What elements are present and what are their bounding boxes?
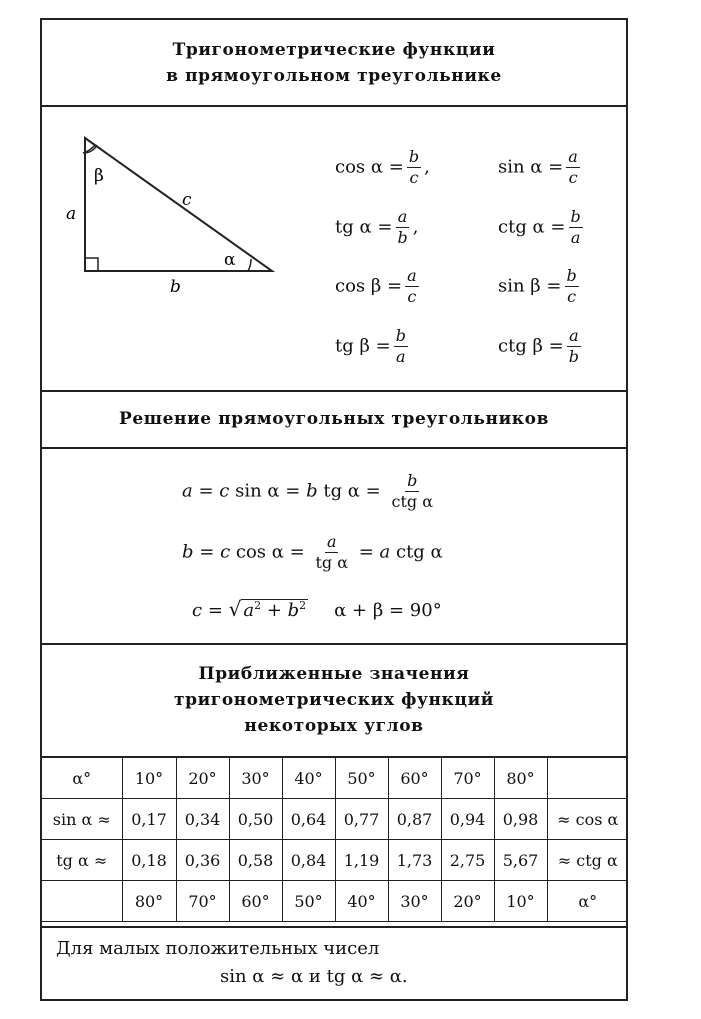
exponent: 2 (254, 599, 262, 612)
var-b: b (306, 480, 318, 502)
eq-sign: = (192, 480, 220, 502)
numerator: a (568, 147, 578, 166)
numerator: b (407, 471, 418, 490)
numerator: a (569, 326, 579, 345)
approx-heading-line-3: некоторых углов (244, 716, 424, 736)
table-cell: 80° (122, 881, 176, 922)
table-cell: 60° (388, 758, 441, 799)
table-row (42, 799, 628, 840)
plus-sign: + (261, 600, 288, 621)
var-b: b (287, 600, 300, 621)
table-cell: 70° (176, 881, 229, 922)
table-row (42, 881, 628, 922)
denominator: c (567, 287, 577, 306)
def-ctg-alpha (498, 209, 586, 246)
table-cell: 0,36 (176, 840, 229, 881)
fraction (390, 473, 436, 510)
fraction (405, 268, 419, 305)
table-cell: 0,58 (229, 840, 282, 881)
table-cell: 30° (229, 758, 282, 799)
def-lhs: sin α = (498, 156, 564, 178)
def-sin-alpha (498, 149, 583, 186)
def-lhs: ctg β = (498, 335, 564, 357)
title-line-1: Тригонометрические функции (172, 40, 496, 60)
fraction (394, 328, 408, 365)
table-cell: 0,64 (282, 799, 335, 840)
numerator: b (408, 147, 420, 166)
table-cell: 40° (282, 758, 335, 799)
cos-term: cos α = (230, 541, 311, 563)
table-cell: 70° (441, 758, 494, 799)
table-cell: 40° (335, 881, 388, 922)
tg-term: tg α = (317, 480, 387, 502)
table-cell: 0,34 (176, 799, 229, 840)
separator: , (412, 216, 419, 238)
var-b: b (182, 541, 194, 563)
fraction (313, 534, 350, 571)
fraction (567, 328, 581, 365)
numerator: a (326, 532, 337, 551)
sin-term: sin α = (229, 480, 307, 502)
table-cell: 20° (441, 881, 494, 922)
table-cell: 0,50 (229, 799, 282, 840)
approx-heading-section (42, 645, 626, 758)
table-cell: 80° (494, 758, 547, 799)
approx-heading-line-1: Приближенные значения (198, 664, 470, 684)
solving-formulas-section (42, 449, 626, 645)
table-cell: 0,77 (335, 799, 388, 840)
solving-heading: Решение прямоугольных треугольников (118, 409, 550, 429)
table-cell: 1,19 (335, 840, 388, 881)
table-cell: 10° (122, 758, 176, 799)
angle-sum: α + β = 90° (334, 600, 442, 621)
table-cell: 60° (229, 881, 282, 922)
numerator: a (407, 266, 417, 285)
denominator: c (409, 168, 419, 187)
table-cell: tg α ≈ (42, 840, 122, 881)
denominator: b (397, 228, 408, 247)
footnote-line-1: Для малых положительных чисел (56, 938, 380, 959)
eq-sign: = (193, 541, 221, 563)
values-table-section (42, 758, 626, 928)
table-cell: 2,75 (441, 840, 494, 881)
numerator: b (395, 326, 406, 345)
title-line-2: в прямоугольном треугольнике (166, 66, 502, 86)
def-lhs: ctg α = (498, 216, 566, 238)
values-table (42, 758, 628, 922)
def-sin-beta (498, 268, 582, 305)
table-cell (42, 881, 122, 922)
formula-hypotenuse (192, 597, 442, 621)
var-c: c (220, 541, 231, 563)
denominator: a (396, 347, 406, 366)
definitions-section (42, 107, 626, 392)
table-cell: α° (42, 758, 122, 799)
def-cos-alpha (335, 149, 430, 186)
table-cell: ≈ cos α (547, 799, 628, 840)
eq-sign: = (353, 541, 380, 563)
table-row (42, 840, 628, 881)
numerator: a (397, 207, 408, 226)
table-cell: 0,17 (122, 799, 176, 840)
def-lhs: tg β = (335, 335, 391, 357)
table-cell: 0,94 (441, 799, 494, 840)
table-cell: α° (547, 881, 628, 922)
numerator: b (570, 207, 581, 226)
def-tg-beta (335, 328, 411, 365)
table-cell: 1,73 (388, 840, 441, 881)
table-cell: 30° (388, 881, 441, 922)
side-c-label: c (182, 190, 192, 210)
table-row (42, 758, 628, 799)
var-c: c (219, 480, 230, 502)
denominator: tg α (315, 553, 348, 572)
def-lhs: sin β = (498, 275, 562, 297)
title (42, 20, 626, 89)
sqrt-sign: √ (228, 597, 242, 621)
def-ctg-beta (498, 328, 584, 365)
def-lhs: cos α = (335, 156, 404, 178)
var-a: a (243, 600, 255, 621)
denominator: b (568, 347, 580, 366)
footnote-line-2: sin α ≈ α и tg α ≈ α. (220, 966, 408, 987)
table-cell: 50° (282, 881, 335, 922)
footnote-section (42, 928, 626, 1001)
ctg-term: ctg α (390, 541, 443, 563)
table-cell: ≈ ctg α (547, 840, 628, 881)
table-cell: 0,84 (282, 840, 335, 881)
denominator: ctg α (391, 492, 434, 511)
table-cell: 20° (176, 758, 229, 799)
reference-card (40, 18, 628, 1001)
fraction (395, 209, 409, 246)
def-lhs: cos β = (335, 275, 403, 297)
table-cell: 50° (335, 758, 388, 799)
denominator: a (570, 228, 581, 247)
table-cell: 0,98 (494, 799, 547, 840)
fraction (565, 268, 579, 305)
eq-sign: = (202, 600, 229, 621)
right-triangle-diagram (42, 107, 282, 307)
angle-alpha-label: α (224, 250, 236, 270)
def-lhs: tg α = (335, 216, 393, 238)
denominator: c (568, 168, 578, 187)
table-cell: 5,67 (494, 840, 547, 881)
fraction (407, 149, 421, 186)
separator: , (424, 156, 430, 178)
fraction (569, 209, 583, 246)
numerator: b (566, 266, 577, 285)
approx-heading-line-2: тригонометрических функций (173, 690, 495, 710)
table-cell: sin α ≈ (42, 799, 122, 840)
var-a: a (379, 541, 391, 563)
def-tg-alpha (335, 209, 418, 246)
approx-heading (42, 645, 626, 739)
angle-beta-label: β (94, 166, 104, 186)
table-cell (547, 758, 628, 799)
solving-heading-section (42, 392, 626, 449)
def-cos-beta (335, 268, 422, 305)
table-cell: 0,18 (122, 840, 176, 881)
side-a-label: a (66, 204, 77, 224)
formula-side-a (182, 473, 438, 510)
table-cell: 10° (494, 881, 547, 922)
table-cell: 0,87 (388, 799, 441, 840)
side-b-label: b (170, 277, 181, 297)
formula-side-b (182, 534, 443, 571)
exponent: 2 (299, 599, 307, 612)
title-section (42, 20, 626, 107)
sqrt-radicand (241, 599, 308, 621)
fraction (566, 149, 580, 186)
var-a: a (182, 480, 193, 502)
var-c: c (192, 600, 203, 621)
denominator: c (407, 287, 417, 306)
